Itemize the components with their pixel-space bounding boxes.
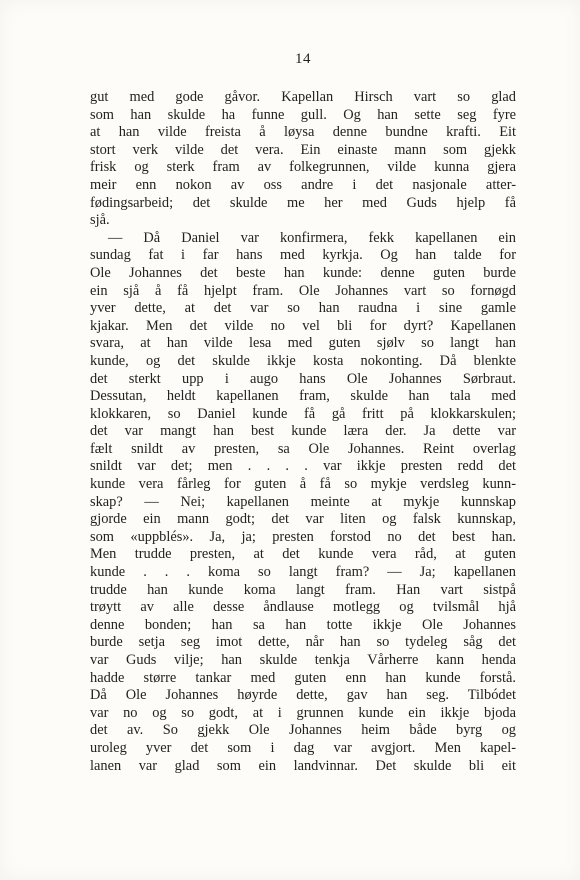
text-line: at han vilde freista å løysa denne bundne krafti. Eit (90, 124, 516, 141)
text-line: trøytt av alle desse åndlause motlegg og tvilsmål hjå (90, 599, 516, 616)
text-line: lanen var glad som ein landvinnar. Det skulde bli eit (90, 757, 516, 774)
text-line: — Då Daniel var konfirmera, fekk kapellanen ein (108, 229, 516, 246)
text-line: hadde større tankar med guten enn han kunde forstå. (90, 669, 516, 686)
text-line: kunde, og det skulde ikkje kosta nokonting. Då blenkte (90, 352, 516, 369)
text-line: Dessutan, heldt kapellanen fram, skulde han tala med (90, 388, 516, 405)
text-line: Ole Johannes det beste han kunde: denne guten burde (90, 264, 516, 281)
text-line: det sterkt upp i augo hans Ole Johannes Sørbraut. (90, 370, 516, 387)
text-line: gut med gode gåvor. Kapellan Hirsch vart so glad (90, 89, 516, 105)
text-line: frisk og sterk fram av folkegrunnen, vilde kunna gjera (90, 159, 516, 176)
text-line: sjå. (90, 212, 110, 229)
text-line: det var mangt han best kunde læra der. Ja dette var (90, 423, 516, 440)
text-line: burde setja seg imot dette, når han so tydeleg såg det (90, 634, 516, 651)
text-line: uroleg yver det som i dag var avgjort. Men kapel- (90, 739, 516, 756)
text-line: klokkaren, so Daniel kunde få gå fritt på klokkarskulen; (90, 405, 516, 422)
text-line: svara, at han vilde lesa med guten sjølv so langt han (90, 335, 516, 352)
text-line: sundag fat i far hans med kyrkja. Og han talde for (90, 247, 516, 264)
text-line: kunde vera fårleg for guten å få so mykje verdsleg kunn- (90, 476, 516, 493)
text-line: ein sjå å få hjelpt fram. Ole Johannes vart so fornøgd (90, 282, 516, 299)
body-text (90, 89, 516, 775)
text-line: Men trudde presten, at det kunde vera råd, at guten (90, 546, 516, 563)
text-line: trudde han kunde koma langt fram. Han vart sistpå (90, 581, 516, 598)
text-line: gjorde ein mann godt; det var liten og falsk kunnskap, (90, 511, 516, 528)
page-number: 14 (295, 51, 311, 67)
text-line: stort verk vilde det vera. Ein einaste mann som gjekk (90, 141, 516, 158)
text-line: fødingsarbeid; det skulde me her med Guds hjelp få (90, 194, 516, 211)
text-line: denne bonden; han sa han totte ikkje Ole Johannes (90, 616, 516, 633)
text-line: det av. So gjekk Ole Johannes heim både byrg og (90, 722, 516, 739)
text-line: kjakar. Men det vilde no vel bli for dyrt? Kapellanen (90, 317, 516, 334)
text-line: Då Ole Johannes høyrde dette, gav han seg. Tilbódet (90, 687, 516, 704)
text-line: var Guds vilje; han skulde tenkja Vårherre kann henda (90, 652, 516, 668)
text-line: snildt var det; men . . . . var ikkje presten redd det (90, 458, 516, 475)
text-line: kunde . . . koma so langt fram? — Ja; kapellanen (90, 564, 516, 581)
text-line: skap? — Nei; kapellanen meinte at mykje kunnskap (90, 493, 516, 510)
text-line: var no og so godt, at i grunnen kunde ein ikkje bjoda (90, 704, 516, 721)
text-line: meir enn nokon av oss andre i det nasjonale atter- (90, 176, 516, 193)
text-line: yver dette, at det var so han raudna i sine gamle (90, 300, 516, 317)
text-line: fælt snildt av presten, sa Ole Johannes. Reint overlag (90, 440, 516, 457)
text-line: som han skulde ha funne gull. Og han sette seg fyre (90, 106, 516, 123)
text-line: som «uppblés». Ja, ja; presten forstod no det best han. (90, 528, 516, 545)
